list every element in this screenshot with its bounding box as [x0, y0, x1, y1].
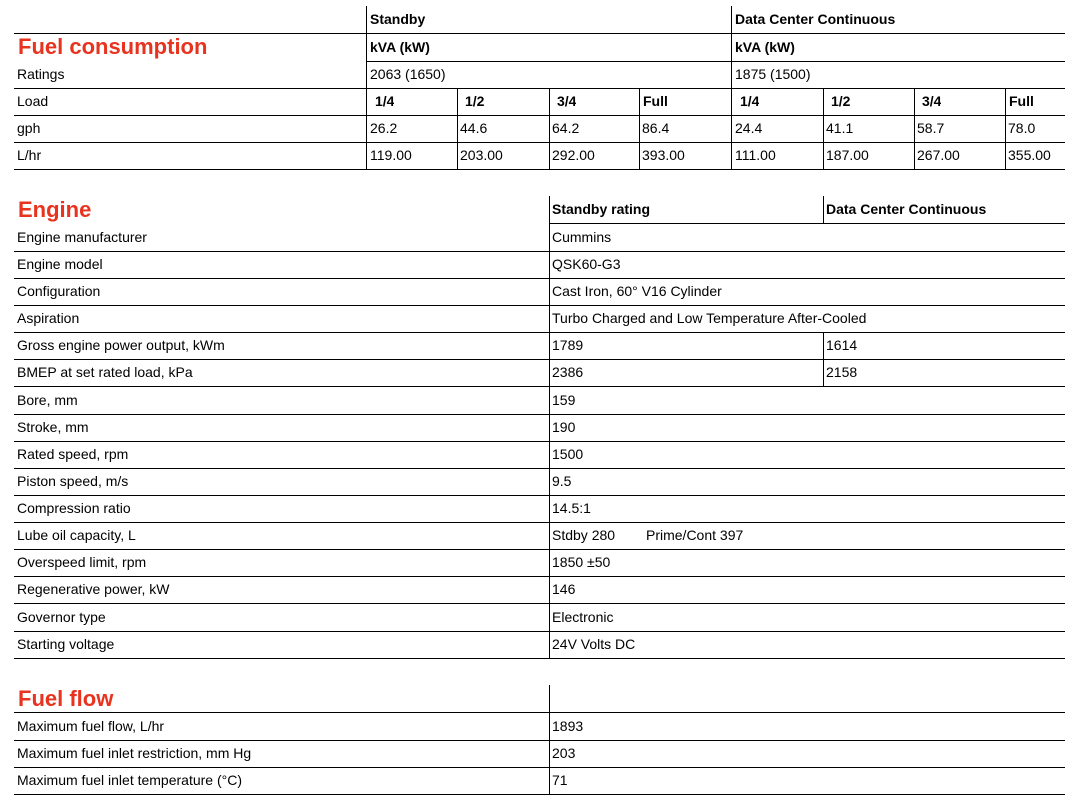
table-row	[14, 767, 1065, 795]
gph-label: gph	[17, 120, 41, 136]
table-row	[14, 740, 1065, 768]
load-cell: 1/2	[465, 93, 485, 109]
table-row	[14, 549, 1065, 577]
row-value: Cummins	[552, 229, 612, 245]
row-value-secondary: Prime/Cont 397	[646, 527, 744, 543]
lhr-cell: 187.00	[826, 147, 869, 163]
divider	[823, 88, 824, 170]
row-label: BMEP at set rated load, kPa	[17, 364, 193, 380]
row-value: 203	[552, 745, 576, 761]
row-label: Lube oil capacity, L	[17, 527, 136, 543]
row-label: Regenerative power, kW	[17, 581, 170, 597]
divider	[549, 88, 550, 170]
engine-header-row	[549, 196, 1065, 224]
row-label: Maximum fuel flow, L/hr	[17, 718, 165, 734]
row-value-dcc: 2158	[826, 364, 858, 380]
lhr-cell: 292.00	[552, 147, 595, 163]
fuel-consumption-title: Fuel consumption	[18, 34, 208, 59]
gph-cell: 44.6	[460, 120, 488, 136]
header-row-rating-type	[14, 6, 1065, 34]
load-row	[14, 88, 1065, 116]
row-value: QSK60-G3	[552, 256, 621, 272]
ratings-row	[14, 61, 1065, 89]
load-cell: Full	[1009, 93, 1034, 109]
gph-cell: 86.4	[642, 120, 670, 136]
table-row	[14, 305, 1065, 333]
divider	[457, 88, 458, 170]
row-value: Electronic	[552, 609, 614, 625]
row-label: Rated speed, rpm	[17, 446, 129, 462]
lhr-cell: 203.00	[460, 147, 503, 163]
load-cell: 1/4	[740, 93, 760, 109]
row-value: 14.5:1	[552, 500, 591, 516]
row-label: Compression ratio	[17, 500, 131, 516]
load-cell: Full	[643, 93, 668, 109]
lhr-cell: 355.00	[1008, 147, 1051, 163]
table-row	[14, 251, 1065, 279]
row-value-dcc: 1614	[826, 337, 858, 353]
row-label: Governor type	[17, 609, 106, 625]
divider	[639, 88, 640, 170]
table-row	[14, 495, 1065, 523]
row-label: Starting voltage	[17, 636, 115, 652]
row-value: 71	[552, 772, 568, 788]
table-row	[14, 224, 1065, 252]
row-label: Maximum fuel inlet restriction, mm Hg	[17, 745, 252, 761]
row-label: Bore, mm	[17, 392, 78, 408]
standby-header: Standby	[370, 11, 426, 27]
gph-cell: 64.2	[552, 120, 580, 136]
dcc-unit: kVA (kW)	[735, 39, 795, 55]
row-label: Gross engine power output, kWm	[17, 337, 225, 353]
table-row	[14, 522, 1065, 550]
load-cell: 1/2	[831, 93, 851, 109]
row-value: 146	[552, 581, 576, 597]
row-value: 1850 ±50	[552, 554, 611, 570]
fuel-flow-title: Fuel flow	[18, 686, 114, 711]
row-label: Maximum fuel inlet temperature (°C)	[17, 772, 242, 788]
lhr-row	[14, 142, 1065, 170]
row-label: Engine manufacturer	[17, 229, 147, 245]
lhr-cell: 393.00	[642, 147, 685, 163]
table-row	[14, 332, 1065, 360]
load-label: Load	[17, 93, 49, 109]
table-row	[14, 604, 1065, 632]
row-value: 9.5	[552, 473, 572, 489]
dcc-header: Data Center Continuous	[826, 201, 987, 217]
gph-cell: 41.1	[826, 120, 854, 136]
row-label: Configuration	[17, 283, 101, 299]
row-label: Stroke, mm	[17, 419, 89, 435]
ratings-dcc: 1875 (1500)	[735, 66, 811, 82]
ratings-standby: 2063 (1650)	[370, 66, 446, 82]
gph-cell: 78.0	[1008, 120, 1036, 136]
header-row-units	[366, 34, 1065, 62]
gph-row	[14, 115, 1065, 143]
row-value: 159	[552, 392, 576, 408]
row-value: 24V Volts DC	[552, 636, 636, 652]
engine-title: Engine	[18, 197, 92, 222]
table-row	[14, 278, 1065, 306]
row-value: 1789	[552, 337, 584, 353]
row-value: 190	[552, 419, 576, 435]
load-cell: 3/4	[922, 93, 942, 109]
gph-cell: 26.2	[370, 120, 398, 136]
ratings-label: Ratings	[17, 66, 65, 82]
standby-rating-header: Standby rating	[552, 201, 651, 217]
row-value: Cast Iron, 60° V16 Cylinder	[552, 283, 722, 299]
row-value: 1893	[552, 718, 584, 734]
load-cell: 1/4	[375, 93, 395, 109]
row-value: Stdby 280	[552, 527, 616, 543]
lhr-cell: 119.00	[370, 147, 412, 163]
row-value: 1500	[552, 446, 584, 462]
table-row	[14, 414, 1065, 442]
lhr-cell: 111.00	[735, 147, 776, 163]
table-row	[14, 468, 1065, 496]
table-row	[14, 359, 1065, 387]
row-label: Engine model	[17, 256, 103, 272]
lhr-label: L/hr	[17, 147, 42, 163]
dcc-header: Data Center Continuous	[735, 11, 896, 27]
table-row	[14, 631, 1065, 659]
standby-unit: kVA (kW)	[370, 39, 430, 55]
table-row	[14, 576, 1065, 604]
row-label: Overspeed limit, rpm	[17, 554, 147, 570]
divider	[914, 88, 915, 170]
lhr-cell: 267.00	[917, 147, 960, 163]
gph-cell: 58.7	[917, 120, 945, 136]
row-value: 2386	[552, 364, 584, 380]
table-row	[14, 387, 1065, 415]
gph-cell: 24.4	[735, 120, 763, 136]
load-cell: 3/4	[557, 93, 577, 109]
row-label: Piston speed, m/s	[17, 473, 129, 489]
divider	[1005, 88, 1006, 170]
row-value: Turbo Charged and Low Temperature After-Cooled	[552, 310, 867, 326]
table-row	[14, 713, 1065, 741]
row-label: Aspiration	[17, 310, 80, 326]
table-row	[14, 441, 1065, 469]
